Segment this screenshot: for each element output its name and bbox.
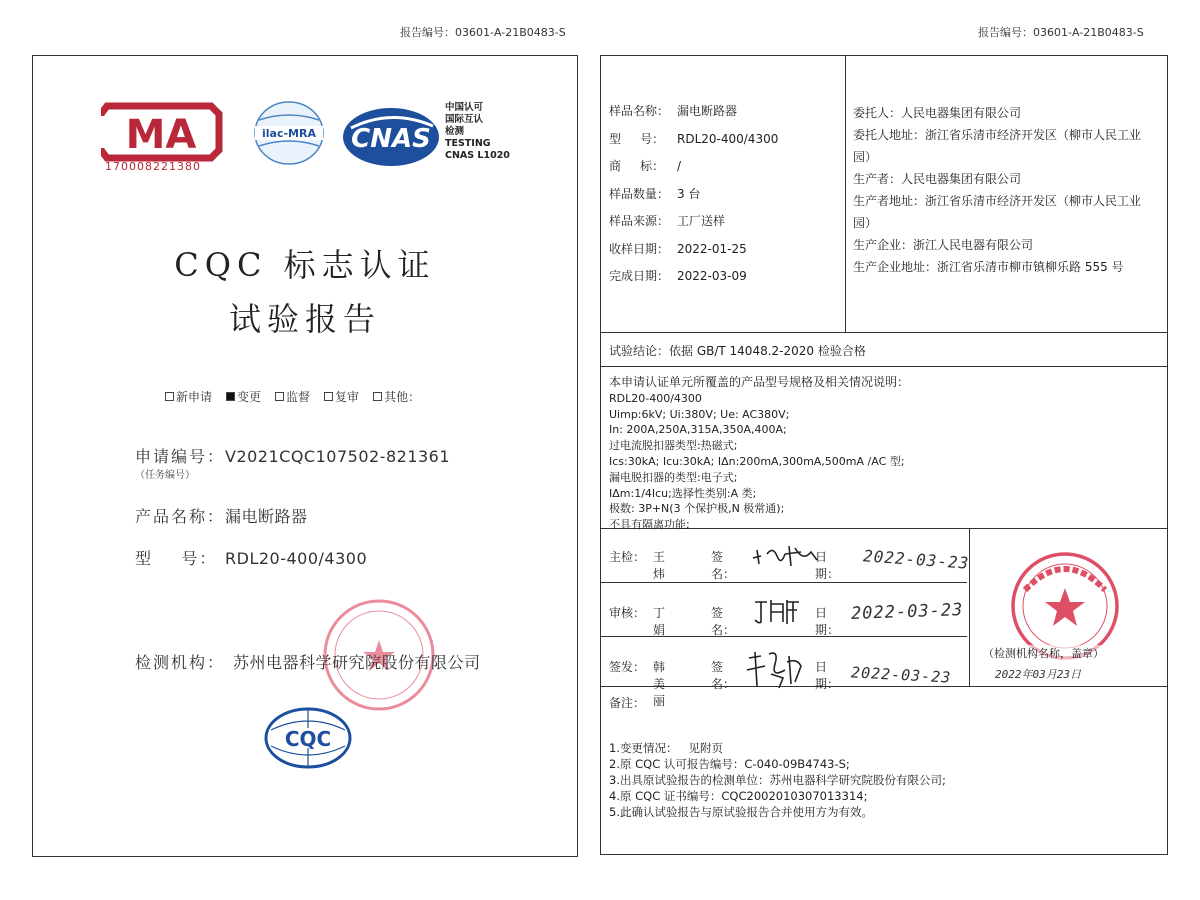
scope-heading: 本申请认证单元所覆盖的产品型号规格及相关情况说明： [609,375,910,389]
inspector-row: 主检： 王 炜 签名： 日期： [609,550,840,581]
cnas-text-mark: CNAS [351,124,431,154]
scope-line: 极数: 3P+N(3 个保护极,N 极常通); [609,502,785,516]
completion-date-row: 完成日期： 2022-03-09 [609,269,747,283]
divider [601,582,967,583]
producer-address-line: 生产者地址：浙江省乐清市经济开发区（柳市人民工业 [853,194,1142,208]
client-line: 委托人：人民电器集团有限公司 [853,106,1022,120]
task-number-note: （任务编号） [135,470,195,481]
scope-line: 漏电脱扣器的类型:电子式; [609,470,738,484]
checkbox-other: 其他： [373,388,420,405]
org-stamp-label: （检测机构名称，盖章） [983,647,1104,660]
party-info [853,102,1165,278]
report-number-right: 报告编号：03601-A-21B0483-S [978,26,1144,39]
scope-description [609,375,909,533]
receipt-date-row: 收样日期： 2022-01-25 [609,241,747,256]
checkbox-new-application: 新申请 [165,388,212,405]
report-title-line2: 试验报告 [228,300,381,338]
ilac-mra-logo-icon [249,100,329,166]
checkbox-icon [324,392,333,401]
application-number-field: 申请编号：V2021CQC107502-821361 [135,447,451,466]
client-address-cont: 园） [853,150,878,164]
checkbox-icon [165,392,174,401]
report-number-left: 报告编号：03601-A-21B0483-S [400,26,566,39]
scope-line: In: 200A,250A,315A,350A,400A; [609,423,787,437]
remark-item: 2.原 CQC 认可报告编号：C-040-09B4743-S; [609,757,850,771]
details-page [600,55,1168,855]
testing-org-field: 检测机构： 苏州电器科学研究院股份有限公司 [135,653,481,672]
checkbox-icon [373,392,382,401]
model-row: 型 号： RDL20-400/4300 [609,131,779,146]
manufacturer-line: 生产企业：浙江人民电器有限公司 [853,238,1034,252]
scope-line: Ics:30kA; Icu:30kA; IΔn:200mA,300mA,500mA /AC 型; [609,454,905,468]
sample-name-row: 样品名称： 漏电断路器 [609,104,738,118]
producer-line: 生产者：人民电器集团有限公司 [853,172,1022,186]
remarks-title: 备注： [609,696,646,710]
checkbox-icon [275,392,284,401]
divider [845,56,846,332]
test-conclusion: 试验结论：依据 GB/T 14048.2-2020 检验合格 [609,344,866,358]
cover-page [32,55,578,857]
client-address-line: 委托人地址：浙江省乐清市经济开发区（柳市人民工业 [853,128,1142,142]
sample-info [609,98,778,291]
divider [601,332,1167,333]
scope-line: Uimp:6kV; Ui:380V; Ue: AC380V; [609,407,790,421]
cnas-caption: 中国认可 国际互认 检测 TESTING CNAS L1020 [445,102,510,161]
producer-address-cont: 园） [853,216,878,230]
product-name-field: 产品名称：漏电断路器 [135,507,308,526]
remarks-list [609,740,946,820]
divider [969,528,970,686]
svg-text:MA: MA [125,112,197,158]
checkbox-review: 复审 [324,388,359,405]
checkbox-checked-icon [226,392,235,401]
remark-item: 4.原 CQC 证书编号：CQC2002010307013314; [609,789,868,803]
scope-line: 不具有隔离功能; [609,518,690,532]
trademark-row: 商 标： / [609,159,682,173]
sample-quantity-row: 样品数量： 3 台 [609,186,701,201]
cnas-logo-icon [341,106,441,168]
manufacturer-address-line: 生产企业地址：浙江省乐清市柳市镇柳乐路 555 号 [853,260,1124,274]
remark-item: 5.此确认试验报告与原试验报告合并使用方为有效。 [609,805,873,819]
reviewer-signature-icon [753,596,803,626]
sample-source-row: 样品来源： 工厂送样 [609,214,726,228]
inspector-signature-icon [751,540,825,570]
remark-item: 3.出具原试验报告的检测单位：苏州电器科学研究院股份有限公司; [609,773,946,787]
reviewer-row: 审核： 丁 娟 签名： 日期： [609,606,840,637]
inspector-date-handwritten: 2022-03-23 [862,546,970,573]
org-stamp-date-handwritten: 2022年03月23日 [995,668,1081,681]
scope-line: RDL20-400/4300 [609,391,702,405]
divider [601,686,1167,687]
issuer-row: 签发： 韩美丽 签名： 日期： [609,660,840,708]
application-type-checkboxes [165,388,420,405]
accreditation-logos [101,98,541,178]
reviewer-date-handwritten: 2022-03-23 [850,600,964,624]
issuer-date-handwritten: 2022-03-23 [850,663,952,687]
model-field: 型 号： RDL20-400/4300 [135,549,368,568]
scope-line: 过电流脱扣器类型:热磁式; [609,439,738,453]
ilac-text: ilac-MRA [262,127,316,140]
checkbox-supervision: 监督 [275,388,310,405]
issuer-signature-icon [745,648,805,692]
remark-item: 1.变更情况： 见附页 [609,741,723,755]
divider [601,366,1167,367]
cqc-logo-icon [263,706,353,770]
scope-line: IΔm:1/4Icu;选择性类别:A 类; [609,486,757,500]
cma-number: 170008221380 [105,160,201,173]
report-title-line1: CQC 标志认证 [174,246,436,284]
svg-text:CQC: CQC [284,727,332,751]
checkbox-change: 变更 [226,388,261,405]
